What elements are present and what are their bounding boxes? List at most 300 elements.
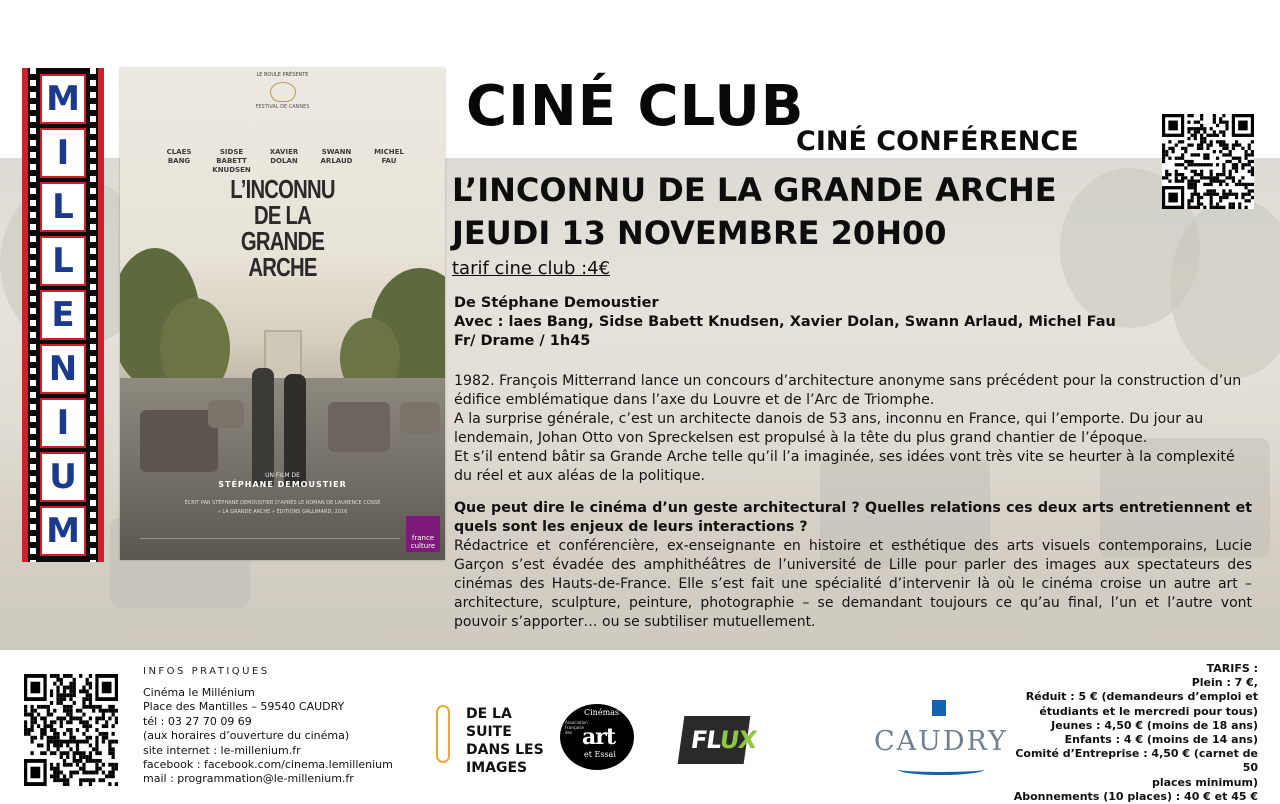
qr-module (73, 678, 76, 682)
qr-module (1248, 199, 1251, 202)
qr-module (1248, 193, 1251, 196)
qr-module (1203, 206, 1206, 209)
qr-module (1197, 173, 1200, 176)
qr-module (47, 705, 50, 709)
qr-module (1216, 202, 1219, 205)
qr-module (66, 763, 69, 767)
qr-module (1181, 163, 1184, 166)
qr-module (1203, 130, 1206, 133)
qr-module (63, 763, 66, 767)
qr-module (69, 686, 72, 690)
qr-module (73, 740, 76, 744)
qr-module (1222, 140, 1225, 143)
qr-module (1235, 183, 1238, 186)
qr-module (112, 732, 115, 736)
qr-module (1194, 186, 1197, 189)
qr-module (60, 724, 63, 728)
qr-module (1222, 196, 1225, 199)
poster-cast (154, 148, 414, 175)
poster-cast-name: SWANN ARLAUD (320, 148, 353, 165)
qr-module (108, 782, 111, 786)
qr-module (40, 732, 43, 736)
qr-module (1197, 127, 1200, 130)
poster-car (328, 402, 390, 452)
qr-module (53, 732, 56, 736)
qr-module (1200, 163, 1203, 166)
qr-module (79, 759, 82, 763)
flux-logo-text (689, 726, 758, 754)
qr-module (95, 759, 98, 763)
qr-module (82, 751, 85, 755)
qr-module (1219, 140, 1222, 143)
qr-module (76, 744, 79, 748)
qr-module (1222, 170, 1225, 173)
qr-module (1219, 150, 1222, 153)
caudry-tower-icon (932, 700, 946, 716)
caudry-logo-name: CAUDRY (874, 726, 1008, 757)
qr-module (1206, 157, 1209, 160)
info-line: Place des Mantilles – 59540 CAUDRY (143, 700, 345, 714)
qr-module (1191, 153, 1194, 156)
qr-module (92, 709, 95, 713)
qr-module (76, 759, 79, 763)
tarif-row: étudiants et le mercredi pour tous) (1039, 704, 1258, 718)
qr-module (82, 767, 85, 771)
qr-module (82, 720, 85, 724)
qr-module (1197, 206, 1200, 209)
qr-module (76, 728, 79, 732)
qr-module (63, 674, 66, 678)
qr-module (63, 774, 66, 778)
qr-module (56, 732, 59, 736)
qr-module (1225, 143, 1228, 146)
qr-module (24, 720, 27, 724)
qr-module (1248, 170, 1251, 173)
info-line: (aux horaires d’ouverture du cinéma) (143, 729, 350, 743)
qr-module (1244, 150, 1247, 153)
qr-module (30, 724, 33, 728)
qr-module (1191, 160, 1194, 163)
qr-module (1241, 196, 1244, 199)
qr-module (1184, 150, 1187, 153)
qr-module (108, 763, 111, 767)
de-la-suite-dans-les-images-logo (436, 703, 546, 776)
qr-module (1213, 180, 1216, 183)
qr-module (27, 728, 30, 732)
qr-module (63, 686, 66, 690)
qr-module (73, 755, 76, 759)
qr-module (53, 774, 56, 778)
qr-module (56, 740, 59, 744)
qr-module (1197, 143, 1200, 146)
sign-letters (40, 74, 86, 556)
qr-module (1191, 170, 1194, 173)
qr-module (89, 755, 92, 759)
qr-module (86, 771, 89, 775)
millenium-sign-logo (22, 68, 104, 562)
qr-module (92, 771, 95, 775)
qr-module (95, 740, 98, 744)
qr-module (1248, 153, 1251, 156)
qr-module (56, 771, 59, 775)
qr-module (76, 771, 79, 775)
qr-module (37, 705, 40, 709)
qr-module (50, 751, 53, 755)
qr-module (1238, 143, 1241, 146)
qr-module (1181, 147, 1184, 150)
qr-module (1222, 134, 1225, 137)
qr-module (37, 744, 40, 748)
qr-module (73, 759, 76, 763)
qr-module (1210, 170, 1213, 173)
qr-module (1219, 130, 1222, 133)
qr-module (82, 771, 85, 775)
qr-module (112, 705, 115, 709)
qr-module (1210, 140, 1213, 143)
qr-module (66, 709, 69, 713)
qr-module (43, 720, 46, 724)
qr-module (86, 755, 89, 759)
qr-module (73, 751, 76, 755)
qr-module (50, 701, 53, 705)
qr-module (1210, 189, 1213, 192)
qr-module (1168, 147, 1171, 150)
qr-module (108, 774, 111, 778)
qr-module (50, 724, 53, 728)
qr-module (82, 705, 85, 709)
qr-module (1206, 193, 1209, 196)
qr-module (76, 747, 79, 751)
sign-letter: I (40, 128, 86, 178)
qr-module (99, 705, 102, 709)
qr-module (1197, 121, 1200, 124)
flux-logo-ux: UX (717, 726, 758, 754)
qr-module (47, 744, 50, 748)
qr-module (1187, 143, 1190, 146)
qr-module (112, 774, 115, 778)
qr-module (1168, 173, 1171, 176)
qr-module (112, 747, 115, 751)
qr-module (79, 755, 82, 759)
qr-code-icon[interactable] (24, 674, 118, 786)
qr-module (50, 736, 53, 740)
sign-letter: L (40, 236, 86, 286)
qr-module (108, 740, 111, 744)
qr-module (1244, 163, 1247, 166)
qr-module (95, 751, 98, 755)
qr-module (1175, 180, 1178, 183)
qr-module (60, 740, 63, 744)
poster-credits: ÉCRIT PAR STÉPHANE DEMOUSTIER D’APRÈS LE ROMAN DE LAURENCE COSSÉ (184, 500, 381, 506)
qr-module (86, 728, 89, 732)
qr-module (102, 713, 105, 717)
qr-module (1210, 196, 1213, 199)
qr-module (63, 716, 66, 720)
qr-module (63, 751, 66, 755)
afcae-essai: et Essai (584, 750, 616, 759)
qr-finder-pattern (30, 767, 40, 779)
qr-module (76, 716, 79, 720)
qr-module (1241, 163, 1244, 166)
qr-module (1165, 176, 1168, 179)
qr-module (1251, 173, 1254, 176)
qr-module (82, 740, 85, 744)
qr-module (56, 767, 59, 771)
qr-module (1200, 170, 1203, 173)
qr-module (1219, 183, 1222, 186)
cine-conference-title: CINÉ CONFÉRENCE (796, 126, 1079, 157)
qr-module (63, 782, 66, 786)
qr-module (1191, 183, 1194, 186)
qr-module (1229, 189, 1232, 192)
qr-module (47, 713, 50, 717)
qr-module (1197, 199, 1200, 202)
qr-module (1251, 150, 1254, 153)
qr-module (1203, 127, 1206, 130)
qr-finder-pattern (1168, 121, 1178, 131)
qr-module (66, 744, 69, 748)
qr-module (60, 778, 63, 782)
qr-module (1232, 157, 1235, 160)
qr-module (105, 732, 108, 736)
qr-module (1184, 166, 1187, 169)
qr-module (1187, 114, 1190, 117)
qr-module (1203, 153, 1206, 156)
qr-module (56, 701, 59, 705)
qr-module (1229, 153, 1232, 156)
qr-module (69, 689, 72, 693)
qr-module (1225, 183, 1228, 186)
qr-module (1248, 189, 1251, 192)
qr-module (1241, 183, 1244, 186)
qr-module (92, 705, 95, 709)
tarif-row: Jeunes : 4,50 € (moins de 18 ans) (1051, 718, 1258, 732)
qr-module (1187, 186, 1190, 189)
qr-module (1191, 127, 1194, 130)
qr-module (63, 778, 66, 782)
qr-module (102, 778, 105, 782)
qr-module (112, 724, 115, 728)
qr-module (1210, 202, 1213, 205)
qr-module (86, 705, 89, 709)
qr-module (112, 771, 115, 775)
qr-module (1235, 193, 1238, 196)
qr-module (56, 693, 59, 697)
qr-module (1187, 127, 1190, 130)
qr-module (53, 751, 56, 755)
qr-module (1216, 140, 1219, 143)
qr-module (1241, 147, 1244, 150)
qr-module (1232, 147, 1235, 150)
info-facebook-link[interactable]: facebook : facebook.com/cinema.lemillenium (143, 758, 393, 772)
qr-module (1194, 153, 1197, 156)
qr-module (86, 724, 89, 728)
qr-module (1175, 170, 1178, 173)
qr-module (1162, 176, 1165, 179)
qr-module (1219, 117, 1222, 120)
qr-module (1194, 127, 1197, 130)
qr-module (69, 728, 72, 732)
qr-module (1210, 134, 1213, 137)
qr-module (1251, 183, 1254, 186)
qr-module (99, 732, 102, 736)
qr-module (76, 740, 79, 744)
qr-module (112, 763, 115, 767)
qr-module (56, 763, 59, 767)
tarif-row: Comité d’Entreprise : 4,50 € (carnet de 50 (1015, 747, 1258, 775)
sign-letter: M (40, 506, 86, 556)
qr-module (37, 713, 40, 717)
palme-icon (270, 82, 296, 102)
qr-module (1219, 173, 1222, 176)
qr-module (53, 771, 56, 775)
qr-module (60, 682, 63, 686)
qr-module (1244, 186, 1247, 189)
qr-module (69, 774, 72, 778)
qr-module (73, 689, 76, 693)
qr-module (1213, 134, 1216, 137)
qr-module (1203, 137, 1206, 140)
qr-module (47, 736, 50, 740)
qr-module (115, 720, 118, 724)
flux-logo (678, 716, 758, 764)
qr-module (1206, 183, 1209, 186)
qr-module (1210, 173, 1213, 176)
qr-module (1229, 176, 1232, 179)
qr-module (1222, 130, 1225, 133)
qr-module (82, 778, 85, 782)
qr-module (89, 778, 92, 782)
qr-module (60, 716, 63, 720)
poster-cast-name: MICHEL FAU (374, 148, 404, 165)
qr-module (73, 771, 76, 775)
qr-module (66, 720, 69, 724)
qr-module (66, 686, 69, 690)
qr-module (86, 740, 89, 744)
qr-module (30, 716, 33, 720)
qr-module (1197, 130, 1200, 133)
info-phone: tél : 03 27 70 09 69 (143, 714, 252, 728)
qr-module (34, 736, 37, 740)
qr-module (40, 716, 43, 720)
qr-module (112, 755, 115, 759)
poster-car (400, 402, 440, 434)
qr-module (1194, 170, 1197, 173)
conference-question: Que peut dire le cinéma d’un geste architectural ? Quelles relations ces deux arts entretiennent et quels sont les enjeux de leurs interactions ? (454, 500, 1252, 535)
poster-man (252, 368, 274, 486)
qr-module (1162, 150, 1165, 153)
qr-module (1222, 163, 1225, 166)
qr-module (69, 771, 72, 775)
info-website-link[interactable]: site internet : le-millenium.fr (143, 743, 301, 757)
qr-module (1232, 202, 1235, 205)
qr-module (69, 693, 72, 697)
qr-module (89, 771, 92, 775)
qr-module (1187, 130, 1190, 133)
qr-module (95, 771, 98, 775)
qr-module (76, 763, 79, 767)
qr-module (50, 713, 53, 717)
qr-module (79, 674, 82, 678)
qr-module (1200, 147, 1203, 150)
qr-module (73, 736, 76, 740)
qr-module (82, 686, 85, 690)
qr-module (1225, 153, 1228, 156)
screening-date: JEUDI 13 NOVEMBRE 20H00 (452, 214, 947, 252)
qr-module (30, 751, 33, 755)
qr-module (43, 724, 46, 728)
qr-module (105, 724, 108, 728)
qr-module (1191, 196, 1194, 199)
qr-module (1194, 134, 1197, 137)
qr-module (95, 763, 98, 767)
qr-module (1200, 114, 1203, 117)
qr-module (82, 701, 85, 705)
qr-module (34, 709, 37, 713)
qr-module (1200, 202, 1203, 205)
qr-module (24, 732, 27, 736)
qr-module (1229, 160, 1232, 163)
qr-module (56, 716, 59, 720)
tarif-row: Enfants : 4 € (moins de 14 ans) (1064, 733, 1258, 747)
qr-module (1213, 130, 1216, 133)
qr-module (66, 751, 69, 755)
qr-module (1184, 160, 1187, 163)
qr-module (1200, 117, 1203, 120)
qr-module (1216, 124, 1219, 127)
qr-module (95, 744, 98, 748)
qr-module (1241, 176, 1244, 179)
qr-module (1235, 166, 1238, 169)
sign-letter: M (40, 74, 86, 124)
qr-module (30, 709, 33, 713)
qr-module (1229, 193, 1232, 196)
qr-module (1251, 196, 1254, 199)
qr-module (1244, 183, 1247, 186)
qr-module (1194, 180, 1197, 183)
qr-module (1162, 147, 1165, 150)
qr-module (1222, 114, 1225, 117)
poster-film-by: UN FILM DE (265, 472, 300, 479)
qr-module (112, 751, 115, 755)
qr-finder-pattern (1238, 121, 1248, 131)
info-email-link[interactable]: mail : programmation@le-millenium.fr (143, 772, 354, 786)
qr-module (66, 728, 69, 732)
qr-module (1241, 166, 1244, 169)
qr-module (1194, 121, 1197, 124)
qr-module (1210, 193, 1213, 196)
qr-module (99, 767, 102, 771)
qr-module (40, 736, 43, 740)
qr-module (27, 732, 30, 736)
qr-module (1191, 134, 1194, 137)
qr-module (1200, 127, 1203, 130)
qr-module (1219, 199, 1222, 202)
poster-cast-name: SIDSE BABETT KNUDSEN (212, 148, 251, 174)
qr-module (69, 740, 72, 744)
qr-module (60, 701, 63, 705)
poster-title: L’INCONNU DE LA GRANDE ARCHE (230, 174, 335, 282)
qr-module (56, 686, 59, 690)
sign-film-strip-left (30, 68, 36, 562)
qr-module (60, 693, 63, 697)
qr-module (1197, 147, 1200, 150)
qr-module (1222, 173, 1225, 176)
qr-code-icon[interactable] (1162, 114, 1254, 209)
qr-module (112, 709, 115, 713)
qr-module (1197, 163, 1200, 166)
qr-module (1216, 176, 1219, 179)
